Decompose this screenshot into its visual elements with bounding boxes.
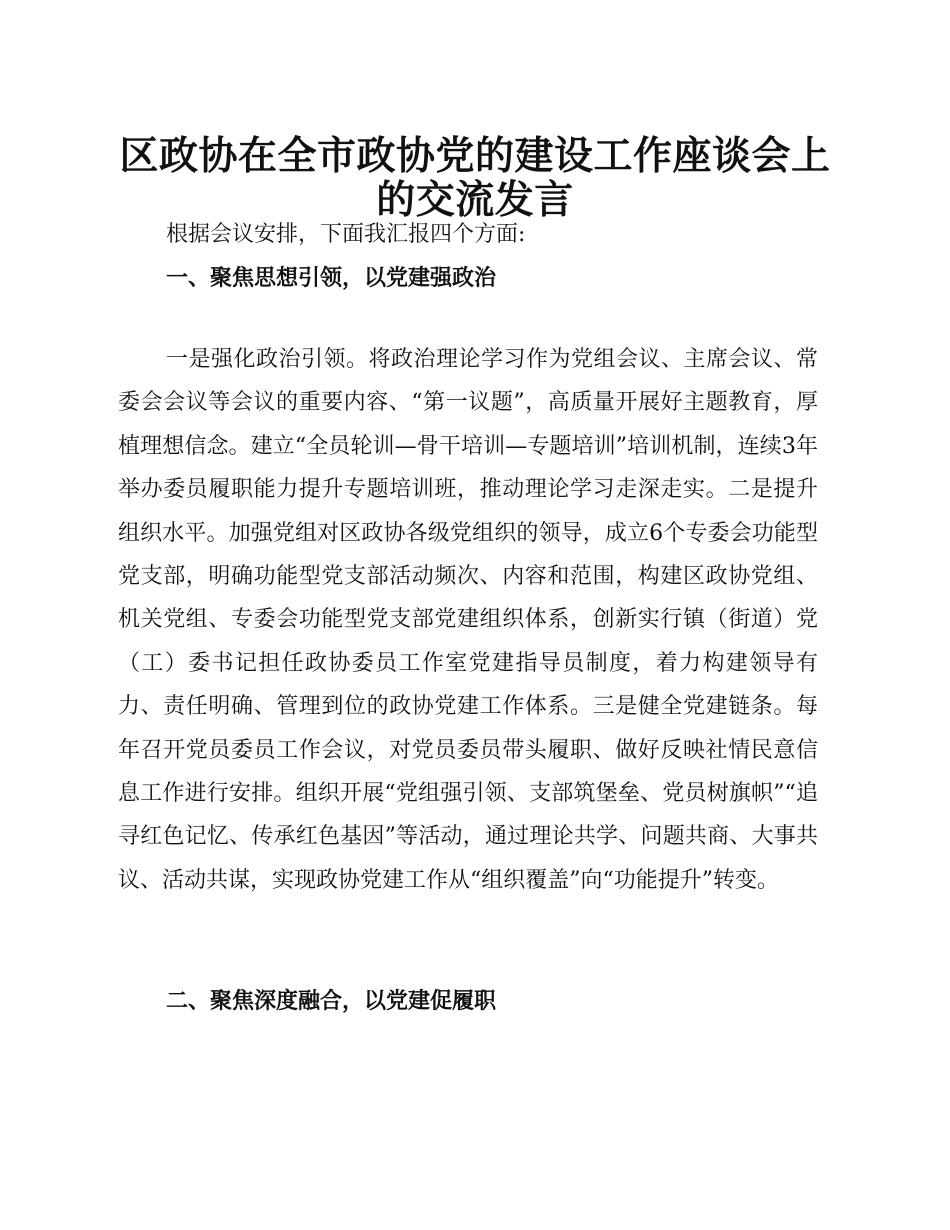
section-1-heading: 一、聚焦思想引领，以党建强政治	[166, 265, 497, 291]
intro-paragraph: 根据会议安排，下面我汇报四个方面:	[166, 222, 526, 247]
section-1-body: 一是强化政治引领。将政治理论学习作为党组会议、主席会议、常委会会议等会议的重要内容、“第一议题”，高质量开展好主题教育，厚植理想信念。建立“全员轮训—骨干培训—专题培训”培训机制，连续3年举办委员履职能力提升专题培训班，推动理论学习走深走实。二是提升组织水平。加强党组对区政协各级党组织的领导，成立6个专委会功能型党支部，明确功能型党支部活动频次、内容和范围，构建区政协党组、机关党组、专委会功能型党支部党建组织体系，创新实行镇（街道）党（工）委书记担任政协委员工作室党建指导员制度，着力构建领导有力、责任明确、管理到位的政协党建工作体系。三是健全党建链条。每年召开党员委员工作会议，对党员委员带头履职、做好反映社情民意信息工作进行安排。组织开展“党组强引领、支部筑堡垒、党员树旗帜”“追寻红色记忆、传承红色基因”等活动，通过理论共学、问题共商、大事共议、活动共谋，实现政协党建工作从“组织覆盖”向“功能提升”转变。	[118, 347, 818, 893]
section-2-heading: 二、聚焦深度融合，以党建促履职	[166, 988, 497, 1014]
document-title: 区政协在全市政协党的建设工作座谈会上的交流发言	[119, 133, 831, 223]
